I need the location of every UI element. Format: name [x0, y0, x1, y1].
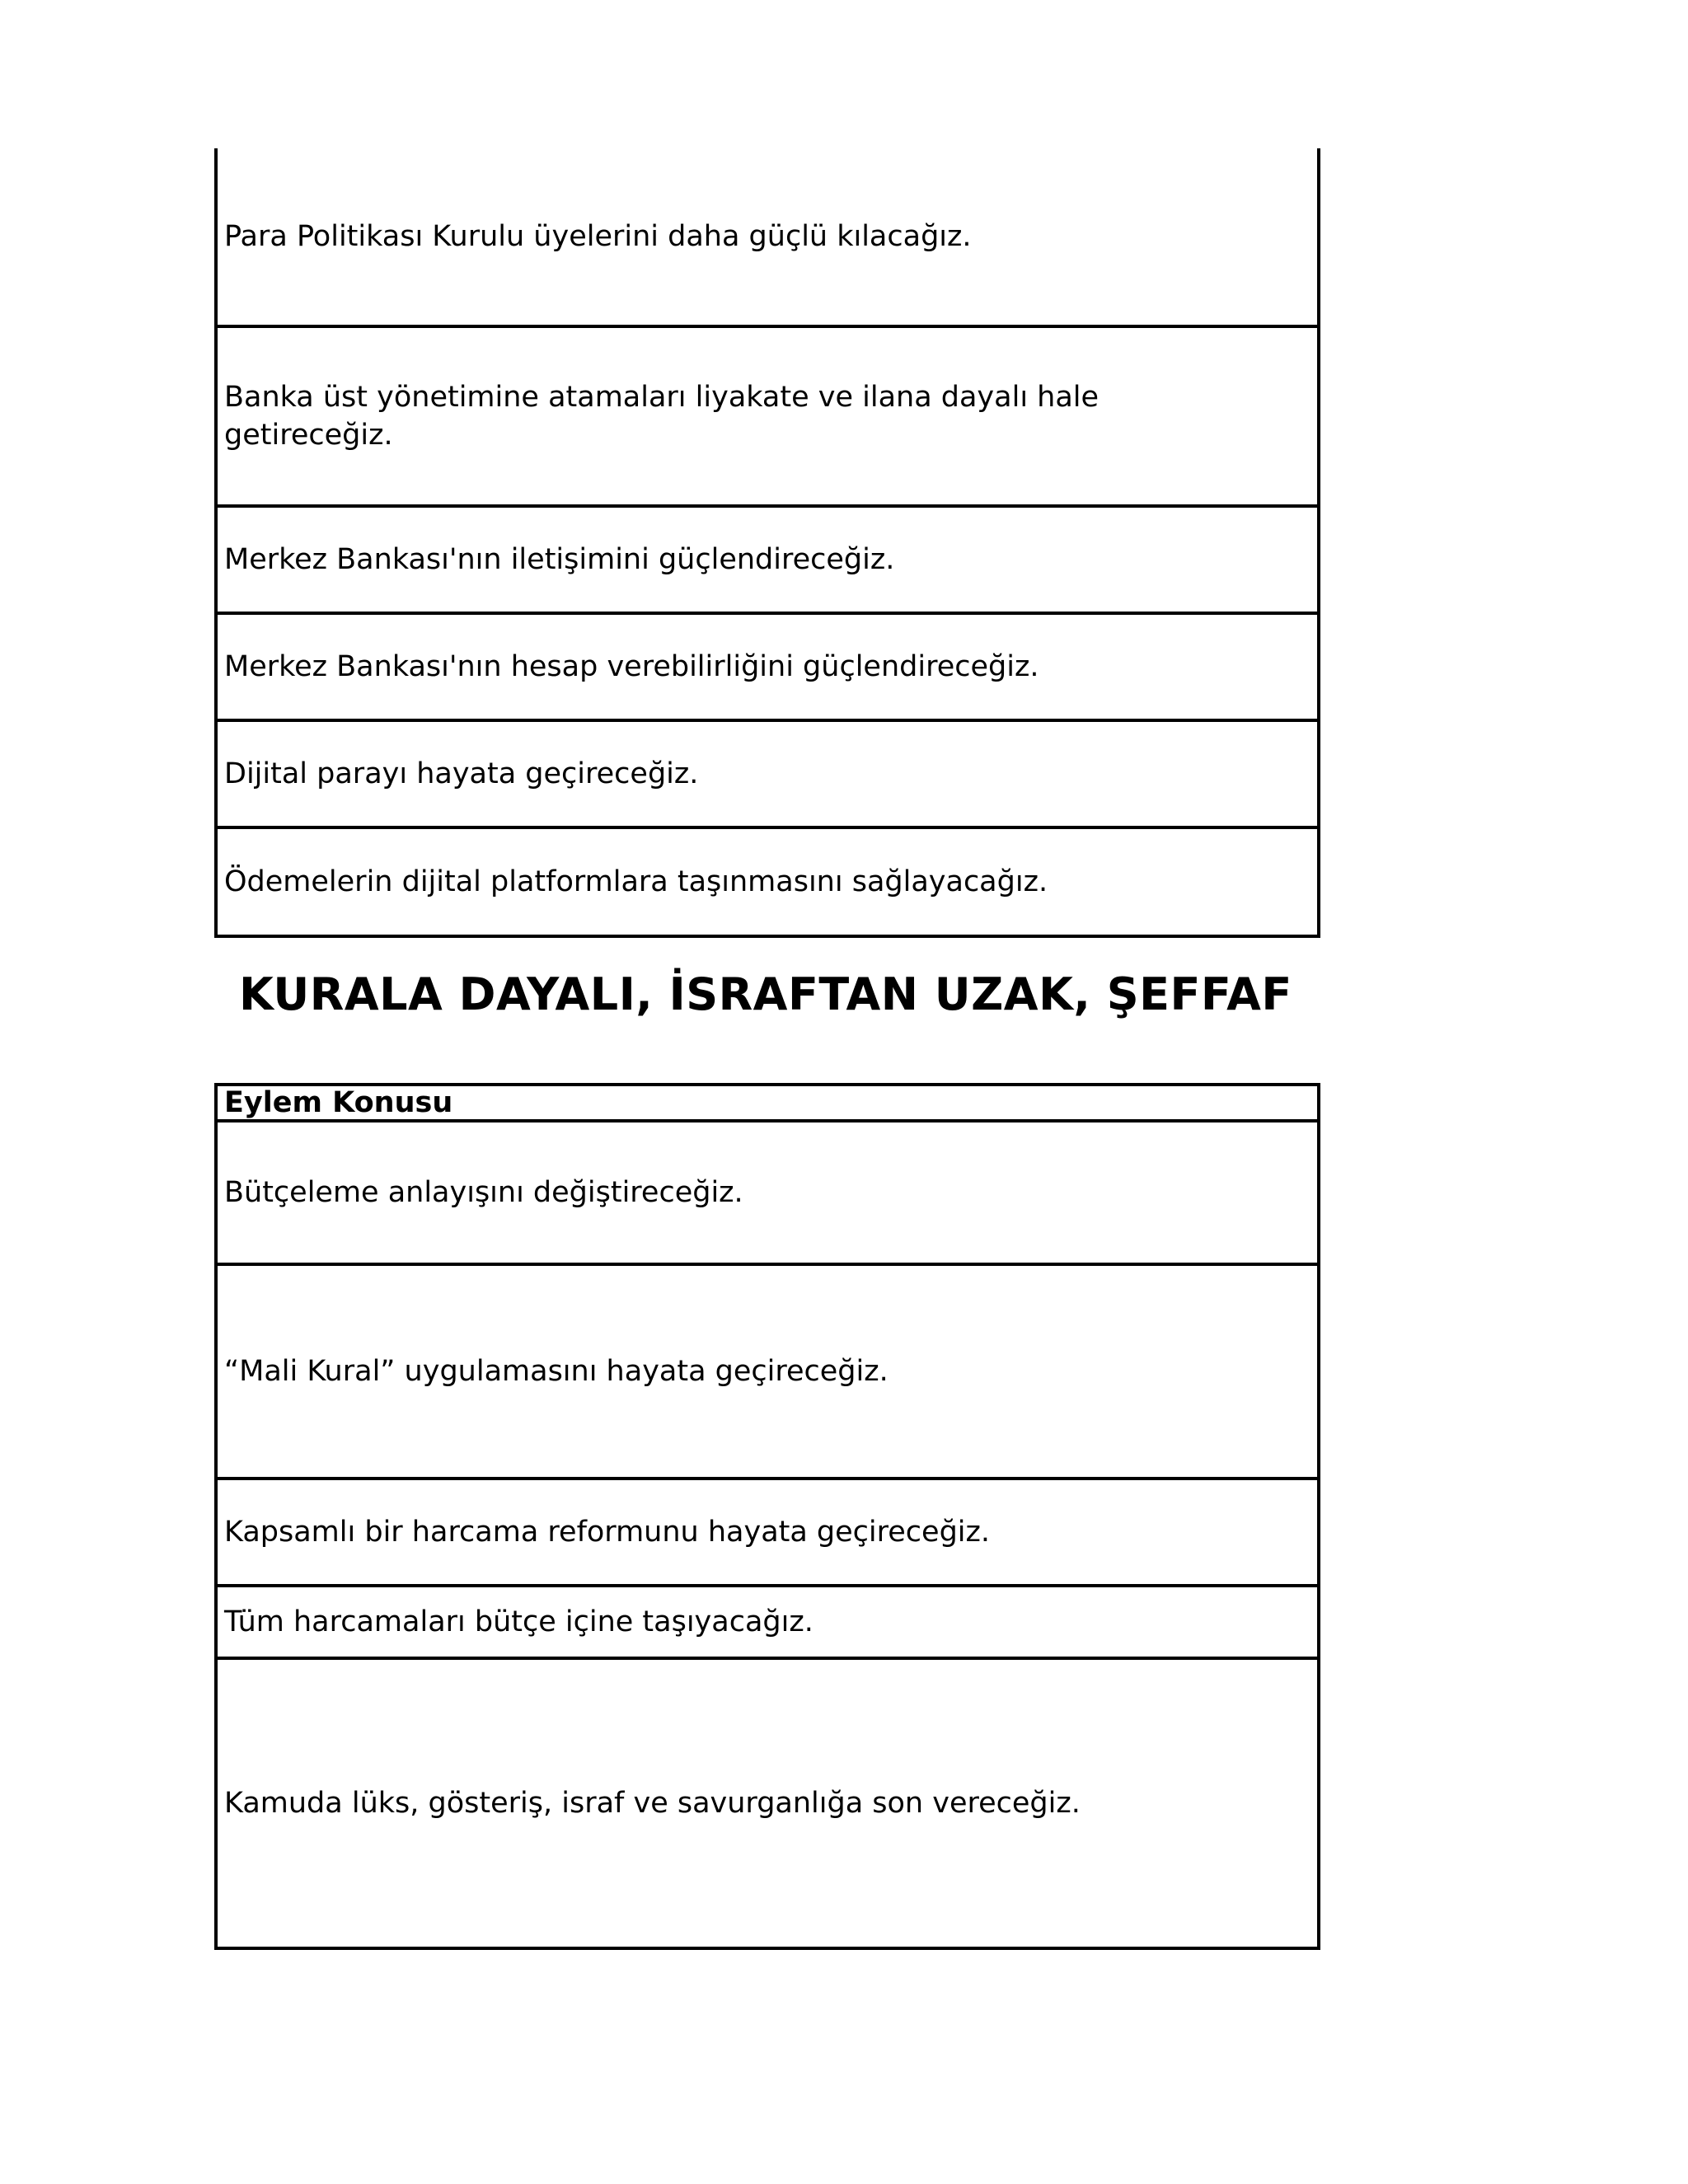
- table-row: [214, 508, 1320, 615]
- action-table-1: [214, 148, 1320, 938]
- section-heading: KURALA DAYALI, İSRAFTAN UZAK, ŞEFFAF: [239, 968, 1292, 1020]
- column-header: Eylem Konusu: [224, 1086, 453, 1119]
- table-row: [214, 722, 1320, 829]
- table-cell: Kamuda lüks, gösteriş, israf ve savurganlığa son vereceğiz.: [224, 1787, 1081, 1820]
- table-cell: Ödemelerin dijital platformlara taşınmasını sağlayacağız.: [224, 865, 1048, 898]
- table-cell: Bütçeleme anlayışını değiştireceğiz.: [224, 1176, 743, 1209]
- table-cell: Kapsamlı bir harcama reformunu hayata geçireceğiz.: [224, 1516, 991, 1549]
- table-cell: “Mali Kural” uygulamasını hayata geçireceğiz.: [224, 1355, 889, 1388]
- table-row: [214, 328, 1320, 508]
- table-cell: Merkez Bankası'nın iletişimini güçlendireceğiz.: [224, 543, 895, 576]
- table-row: [214, 615, 1320, 722]
- table-header-row: [214, 1083, 1320, 1122]
- action-table-2: [214, 1083, 1320, 1950]
- table-cell: Tüm harcamaları bütçe içine taşıyacağız.: [224, 1605, 814, 1638]
- table-cell: Para Politikası Kurulu üyelerini daha güçlü kılacağız.: [224, 220, 972, 253]
- table-cell: Merkez Bankası'nın hesap verebilirliğini güçlendireceğiz.: [224, 650, 1039, 683]
- table-row: [214, 1660, 1320, 1950]
- table-cell: Banka üst yönetimine atamaları liyakate ve ilana dayalı hale getireceğiz.: [224, 381, 1100, 452]
- table-row: [214, 1122, 1320, 1266]
- table-row: [214, 1266, 1320, 1480]
- table-row: [214, 1480, 1320, 1587]
- table-row: [214, 1587, 1320, 1660]
- table-row: [214, 148, 1320, 328]
- table-cell: Dijital parayı hayata geçireceğiz.: [224, 757, 699, 790]
- table-row: [214, 829, 1320, 938]
